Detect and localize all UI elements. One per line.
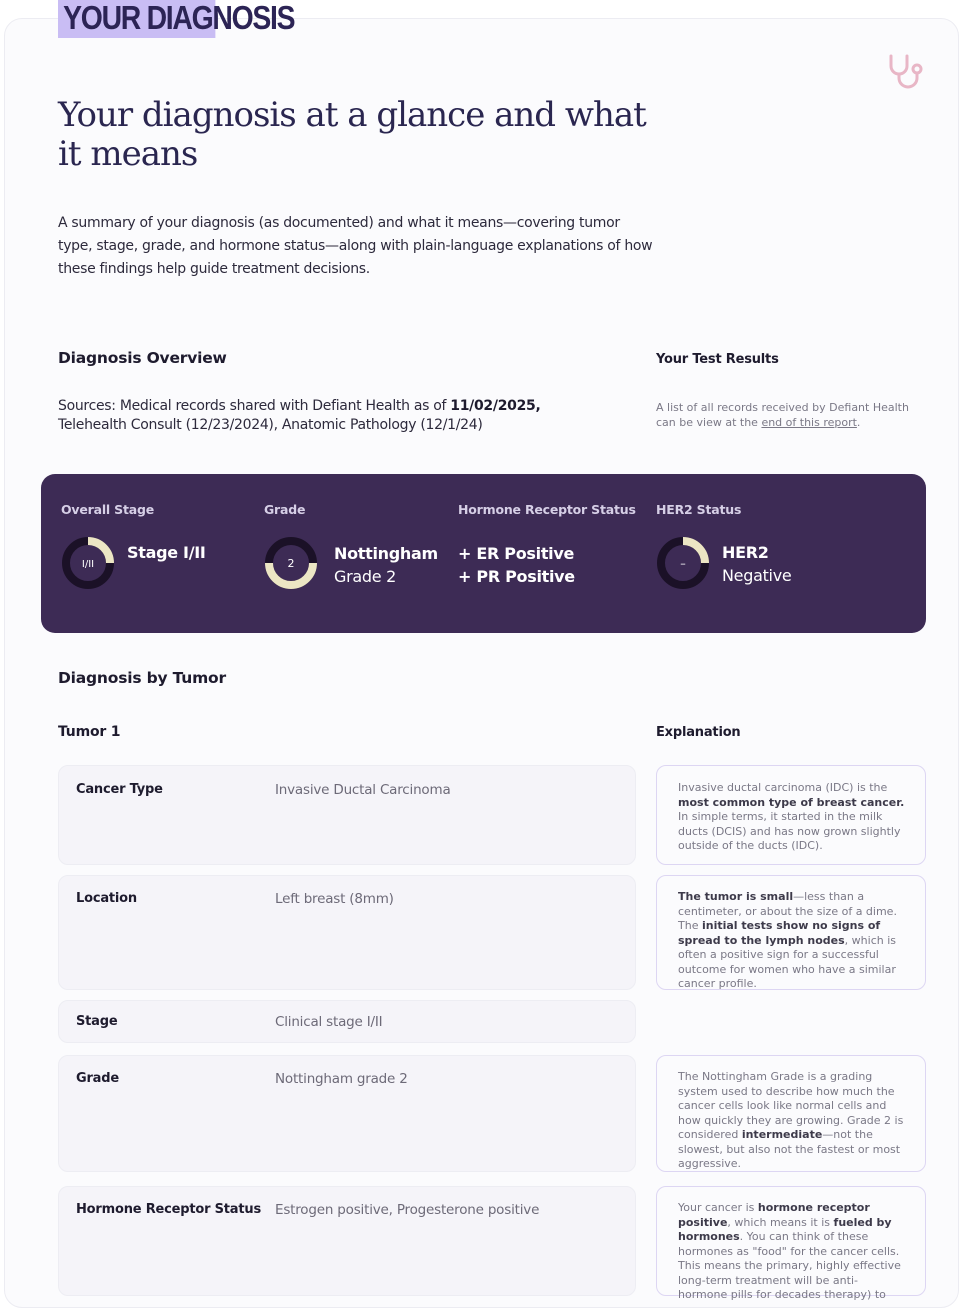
her2-badge: – — [680, 557, 686, 570]
table-row — [58, 875, 636, 990]
stethoscope-icon — [885, 52, 925, 92]
row-key: Stage — [76, 1014, 118, 1029]
table-row — [58, 1000, 636, 1043]
overview-heading: Diagnosis Overview — [58, 349, 227, 367]
table-row — [58, 1186, 636, 1296]
plus-icon: + — [458, 567, 472, 586]
grade-value: Nottingham Grade 2 — [334, 544, 438, 586]
stage-badge: I/II — [81, 559, 95, 570]
row-key: Cancer Type — [76, 782, 163, 797]
plus-icon: + — [458, 544, 472, 563]
row-key: Grade — [76, 1071, 119, 1086]
row-key: Hormone Receptor Status — [76, 1202, 261, 1217]
hormone-values: + ER Positive + PR Positive — [458, 544, 575, 586]
row-value: Nottingham grade 2 — [275, 1071, 408, 1087]
end-of-report-link[interactable]: end of this report — [761, 416, 857, 429]
tumor-heading: Tumor 1 — [58, 724, 121, 740]
explanation-heading: Explanation — [656, 725, 741, 740]
stage-value: Stage I/II — [127, 543, 206, 562]
row-value: Left breast (8mm) — [275, 891, 394, 907]
test-results-heading: Your Test Results — [656, 352, 779, 367]
hormone-label: Hormone Receptor Status — [458, 502, 636, 517]
grade-label: Grade — [264, 502, 306, 517]
table-row — [58, 1055, 636, 1172]
explanation-card: Invasive ductal carcinoma (IDC) is the most common type of breast cancer. In simple terms, it started in the milk ducts (DCIS) and has now grown slightly outside of the ducts (IDC). — [656, 765, 926, 865]
explanation-card: Your cancer is hormone receptor positive, which means it is fueled by hormones. You can think of these hormones as "food" for the cancer cells. This means the primary, highly effective long-term treatment will be anti-hormone pills for decades therapy) to — [656, 1186, 926, 1296]
row-key: Location — [76, 891, 137, 906]
page-intro: A summary of your diagnosis (as documented) and what it means—covering tumor type, stage, grade, and hormone status—along with plain-language explanations of how these findings help guide treatment decisions. — [58, 215, 653, 277]
tumor-section-heading: Diagnosis by Tumor — [58, 669, 226, 687]
her2-value: HER2 Negative — [722, 543, 792, 585]
page-title: Your diagnosis at a glance and what it means — [58, 95, 646, 174]
her2-ring-icon — [655, 535, 711, 591]
row-value: Estrogen positive, Progesterone positive — [275, 1202, 540, 1218]
section-tag: YOUR DIAGNOSIS — [58, 0, 215, 38]
stage-label: Overall Stage — [61, 502, 155, 517]
records-note: A list of all records received by Defiant Health can be view at the end of this report. — [656, 401, 909, 429]
stage-ring-icon — [60, 535, 116, 591]
row-value: Clinical stage I/II — [275, 1014, 383, 1030]
grade-ring-icon — [263, 535, 319, 591]
her2-label: HER2 Status — [656, 502, 742, 517]
row-value: Invasive Ductal Carcinoma — [275, 782, 451, 798]
grade-badge: 2 — [287, 557, 295, 570]
explanation-card: The tumor is small—less than a centimeter, or about the size of a dime. The initial tests show no signs of spread to the lymph nodes, which is often a positive sign for a successful outcome for women who have a similar cancer profile. — [656, 875, 926, 990]
table-row — [58, 765, 636, 865]
sources-text: Sources: Medical records shared with Defiant Health as of 11/02/2025, Telehealth Consult (12/23/2024), Anatomic Pathology (12/1/24) — [58, 398, 541, 433]
explanation-card: The Nottingham Grade is a grading system used to describe how much the cancer cells look like normal cells and how quickly they are growing. Grade 2 is considered intermediate—not the slowest, but also not the fastest or most aggressive. — [656, 1055, 926, 1172]
diagnosis-summary-band — [41, 474, 926, 633]
